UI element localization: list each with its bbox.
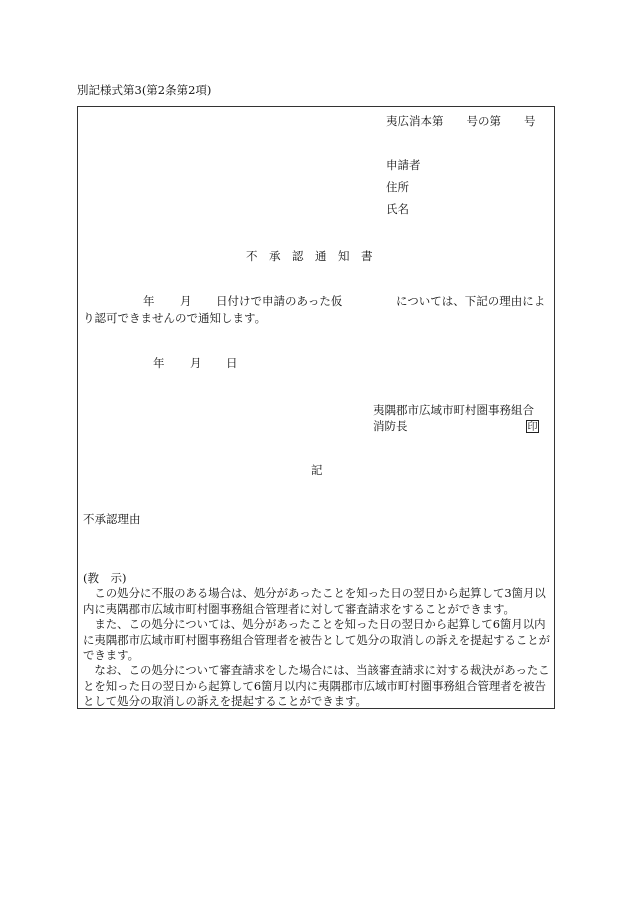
instruction-heading: (教 示) xyxy=(83,571,127,585)
applicant-address-label: 住所 xyxy=(386,180,409,194)
document-title: 不 承 認 通 知 書 xyxy=(246,249,373,263)
applicant-heading: 申請者 xyxy=(386,158,421,172)
date-month: 月 xyxy=(190,356,202,370)
seal-mark xyxy=(526,419,539,434)
instruction-paragraph-1: この処分に不服のある場合は、処分があったことを知った日の翌日から起算して3箇月以内に夷隅郡市広域市町村圏事務組合管理者に対して審査請求をすることができます。 xyxy=(83,586,546,616)
issuer-title: 消防長 xyxy=(373,419,408,433)
instruction-paragraph-2: また、この処分については、処分があったことを知った日の翌日から起算して6箇月以内に夷隅郡市広域市町村圏事務組合管理者を被告として処分の取消しの訴えを提起することができます。 xyxy=(83,617,551,662)
body-year: 年 xyxy=(143,294,155,308)
reason-label: 不承認理由 xyxy=(83,512,141,526)
document-number: 夷広消本第 号の第 号 xyxy=(386,114,536,128)
issuer-organization: 夷隅郡市広域市町村圏事務組合 xyxy=(373,403,534,417)
form-label: 別記様式第3(第2条第2項) xyxy=(77,83,212,97)
body-line2: り認可できませんので通知します。 xyxy=(83,311,267,325)
seal-stamp: 印 xyxy=(527,422,538,433)
date-year: 年 xyxy=(153,356,165,370)
instruction-paragraph-3: なお、この処分について審査請求をした場合には、当該審査請求に対する裁決があったことを知った日の翌日から起算して6箇月以内に夷隅郡市広域市町村圏事務組合管理者を被告として処分の取消しの訴えを提起することができます。 xyxy=(83,663,550,708)
applicant-name-label: 氏名 xyxy=(386,202,409,216)
body-date-text: 日付けで申請のあった仮 xyxy=(216,294,343,308)
date-day: 日 xyxy=(226,356,238,370)
ki-label: 記 xyxy=(311,463,323,477)
body-rest: については、下記の理由によ xyxy=(396,294,546,308)
body-month: 月 xyxy=(180,294,192,308)
